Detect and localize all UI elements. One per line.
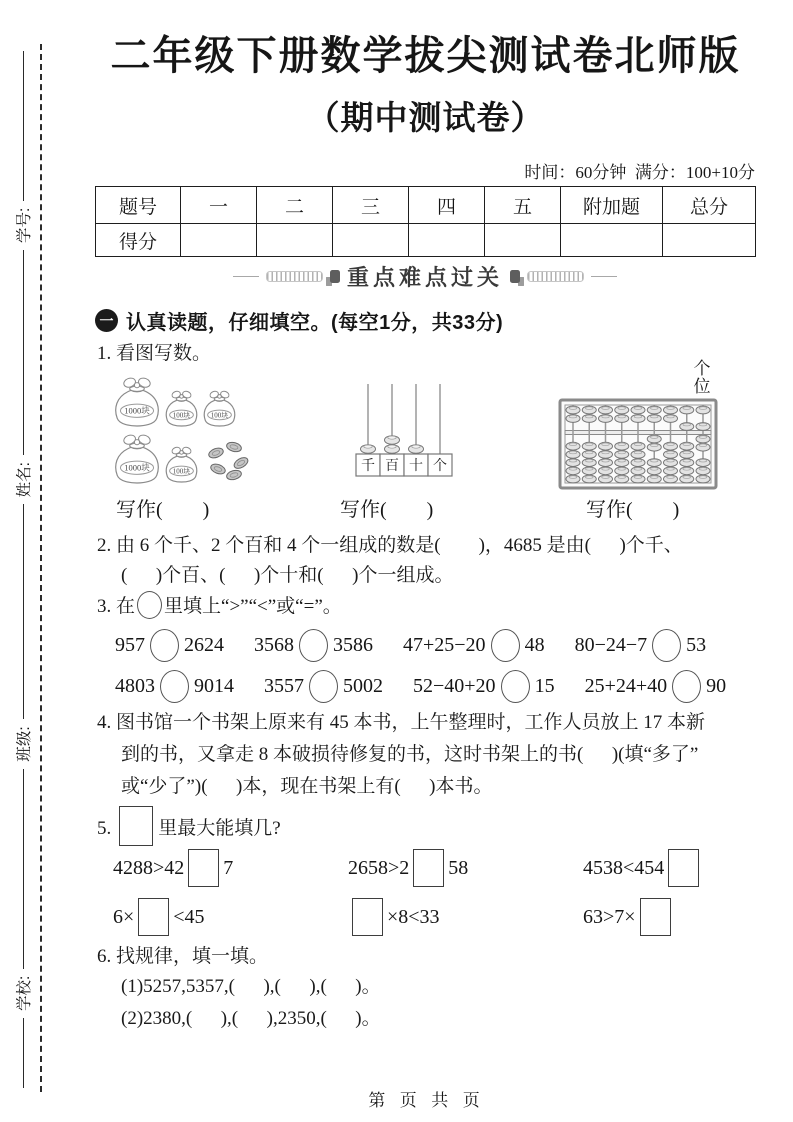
score-table-col-7: 总分	[663, 187, 756, 224]
score-cell-7	[663, 224, 756, 257]
money-bags-figure	[112, 372, 252, 488]
q1-writeas-3: 写作( )	[586, 499, 680, 521]
max-fill-item	[583, 849, 793, 887]
abacus-place-label: 个位	[693, 359, 711, 396]
item-right: 58	[448, 856, 469, 879]
score-table-col-3: 三	[333, 187, 409, 224]
q4-line1: 4. 图书馆一个书架上原来有 45 本书，上午整理时，工作人员放上 17 本新	[97, 712, 706, 733]
comparison-answer-circle	[150, 629, 179, 662]
answer-box	[640, 898, 671, 936]
q6-line2: (2)2380,( ),( ),2350,( )。	[121, 1008, 381, 1029]
q2-line1: 2. 由 6 个千、2 个百和 4 个一组成的数是( )，4685 是由( )个千、	[97, 535, 683, 556]
margin-write-line	[23, 504, 24, 719]
item-left: 6×	[113, 905, 135, 928]
item-right: ×8<33	[387, 905, 440, 928]
abacus-figure	[558, 359, 720, 494]
sidebar-label-student-id: 学号:	[16, 207, 33, 244]
answer-box	[668, 849, 699, 887]
item-right: <45	[173, 905, 205, 928]
q3-text	[97, 591, 342, 619]
exam-subtitle: （期中测试卷）	[306, 99, 545, 136]
comparison-right: 48	[524, 634, 545, 656]
score-table-col-6: 附加题	[561, 187, 663, 224]
score-cell-4	[409, 224, 485, 257]
q6-text: 6. 找规律，填一填。	[97, 946, 269, 967]
score-table-col-5: 五	[485, 187, 561, 224]
margin-write-line	[23, 51, 24, 201]
svg-text:1000块: 1000块	[124, 405, 150, 416]
score-cell-5	[485, 224, 561, 257]
comparison-item	[264, 670, 383, 703]
section-banner	[95, 261, 755, 292]
q5-row-1	[113, 849, 793, 887]
banner-right-ornament-icon	[510, 270, 520, 283]
q3-prefix: 3. 在	[97, 596, 136, 617]
max-fill-item	[348, 849, 583, 887]
score-table	[95, 186, 756, 257]
q5-row-2	[113, 898, 793, 936]
score-cell-3	[333, 224, 409, 257]
q5-box-symbol	[119, 806, 153, 846]
score-table-corner: 题号	[96, 187, 181, 224]
svg-text:100块: 100块	[210, 411, 229, 420]
comparison-answer-circle	[501, 670, 530, 703]
q1-text: 1. 看图写数。	[97, 343, 212, 364]
score-cell-2	[257, 224, 333, 257]
margin-write-line	[23, 250, 24, 455]
comparison-item	[254, 629, 373, 662]
score-table-col-2: 二	[257, 187, 333, 224]
q6-line1: (1)5257,5357,( ),( ),( )。	[121, 976, 381, 997]
sidebar-label-class: 班级:	[16, 726, 33, 762]
section-number-icon: 一	[95, 309, 118, 332]
score-table-header-row	[96, 187, 756, 224]
max-fill-item	[583, 898, 793, 936]
comparison-right: 53	[686, 634, 707, 656]
section-title: 认真读题，仔细填空。(每空1分，共33分)	[126, 312, 504, 334]
comparison-right: 2624	[184, 634, 224, 656]
margin-write-line	[23, 769, 24, 969]
exam-title: 二年级下册数学拔尖测试卷北师版	[110, 34, 741, 78]
q1-writeas-2: 写作( )	[340, 499, 434, 521]
svg-text:100块: 100块	[172, 411, 191, 420]
sidebar-label-name: 姓名:	[16, 462, 33, 498]
svg-text:个: 个	[433, 459, 447, 474]
comparison-left: 80−24−7	[574, 634, 648, 656]
max-fill-item	[348, 898, 583, 936]
comparison-item	[585, 670, 727, 703]
margin-student-info-strip	[5, 45, 41, 1090]
abacus-drawing	[558, 398, 718, 490]
svg-text:千: 千	[361, 459, 375, 474]
score-table-col-1: 一	[181, 187, 257, 224]
comparison-answer-circle	[160, 670, 189, 703]
comparison-left: 3568	[254, 634, 294, 656]
comparison-answer-circle	[672, 670, 701, 703]
q3-circle-symbol	[137, 591, 162, 619]
banner-left-hatch	[266, 271, 323, 282]
item-left: 4288>42	[113, 856, 185, 879]
place-value-rods-figure	[346, 378, 462, 482]
q5-text	[97, 806, 281, 846]
comparison-right: 3586	[333, 634, 373, 656]
comparison-item	[115, 670, 234, 703]
q3-row-1	[115, 629, 706, 662]
q5-suffix: 里最大能填几?	[158, 818, 281, 839]
comparison-right: 90	[706, 675, 727, 697]
q1-writeas-1: 写作( )	[116, 499, 210, 521]
comparison-left: 957	[115, 634, 145, 656]
svg-text:百: 百	[385, 459, 399, 474]
comparison-item	[575, 629, 707, 662]
q2-line2: ( )个百、( )个十和( )个一组成。	[121, 565, 454, 586]
comparison-answer-circle	[299, 629, 328, 662]
margin-dashed-line	[40, 44, 42, 1092]
item-left: 2658>2	[348, 856, 410, 879]
comparison-right: 9014	[194, 675, 234, 697]
score-table-col-4: 四	[409, 187, 485, 224]
comparison-left: 3557	[264, 675, 304, 697]
banner-left-line	[233, 276, 259, 277]
comparison-left: 4803	[115, 675, 155, 697]
comparison-item	[115, 629, 224, 662]
section-one-header	[95, 306, 503, 335]
comparison-item	[403, 629, 545, 662]
comparison-left: 52−40+20	[413, 675, 496, 697]
q4-line3: 或“少了”)( )本，现在书架上有( )本书。	[121, 776, 493, 797]
comparison-item	[413, 670, 555, 703]
score-cell-1	[181, 224, 257, 257]
score-table-score-row	[96, 224, 756, 257]
max-fill-item	[113, 849, 348, 887]
comparison-answer-circle	[309, 670, 338, 703]
item-right: 7	[223, 856, 234, 879]
banner-title: 重点难点过关	[346, 265, 503, 290]
comparison-right: 15	[534, 675, 555, 697]
answer-box	[352, 898, 383, 936]
item-left: 4538<454	[583, 856, 665, 879]
svg-text:十: 十	[409, 459, 423, 474]
banner-right-hatch	[527, 271, 584, 282]
answer-box	[138, 898, 169, 936]
comparison-right: 5002	[343, 675, 383, 697]
item-left: 63>7×	[583, 905, 636, 928]
score-row-label: 得分	[96, 224, 181, 257]
q5-prefix: 5.	[97, 818, 112, 839]
q4-line2: 到的书，又拿走 8 本破损待修复的书，这时书架上的书( )(填“多了”	[121, 744, 699, 765]
page-footer: 第 页 共 页	[368, 1091, 482, 1110]
answer-box	[413, 849, 444, 887]
max-fill-item	[113, 898, 348, 936]
time-and-score-info: 时间：60分钟 满分：100+10分	[524, 163, 755, 182]
answer-box	[188, 849, 219, 887]
comparison-answer-circle	[652, 629, 681, 662]
banner-left-ornament-icon	[330, 270, 340, 283]
comparison-left: 25+24+40	[584, 675, 668, 697]
score-cell-6	[561, 224, 663, 257]
sidebar-label-school: 学校:	[16, 975, 33, 1011]
comparison-left: 47+25−20	[403, 634, 486, 656]
q3-suffix: 里填上“>”“<”或“=”。	[164, 596, 342, 617]
banner-right-line	[591, 276, 617, 277]
margin-write-line	[23, 1018, 24, 1088]
comparison-answer-circle	[491, 629, 520, 662]
svg-text:1000块: 1000块	[124, 462, 150, 473]
svg-text:100块: 100块	[172, 467, 191, 476]
q3-row-2	[115, 670, 726, 703]
